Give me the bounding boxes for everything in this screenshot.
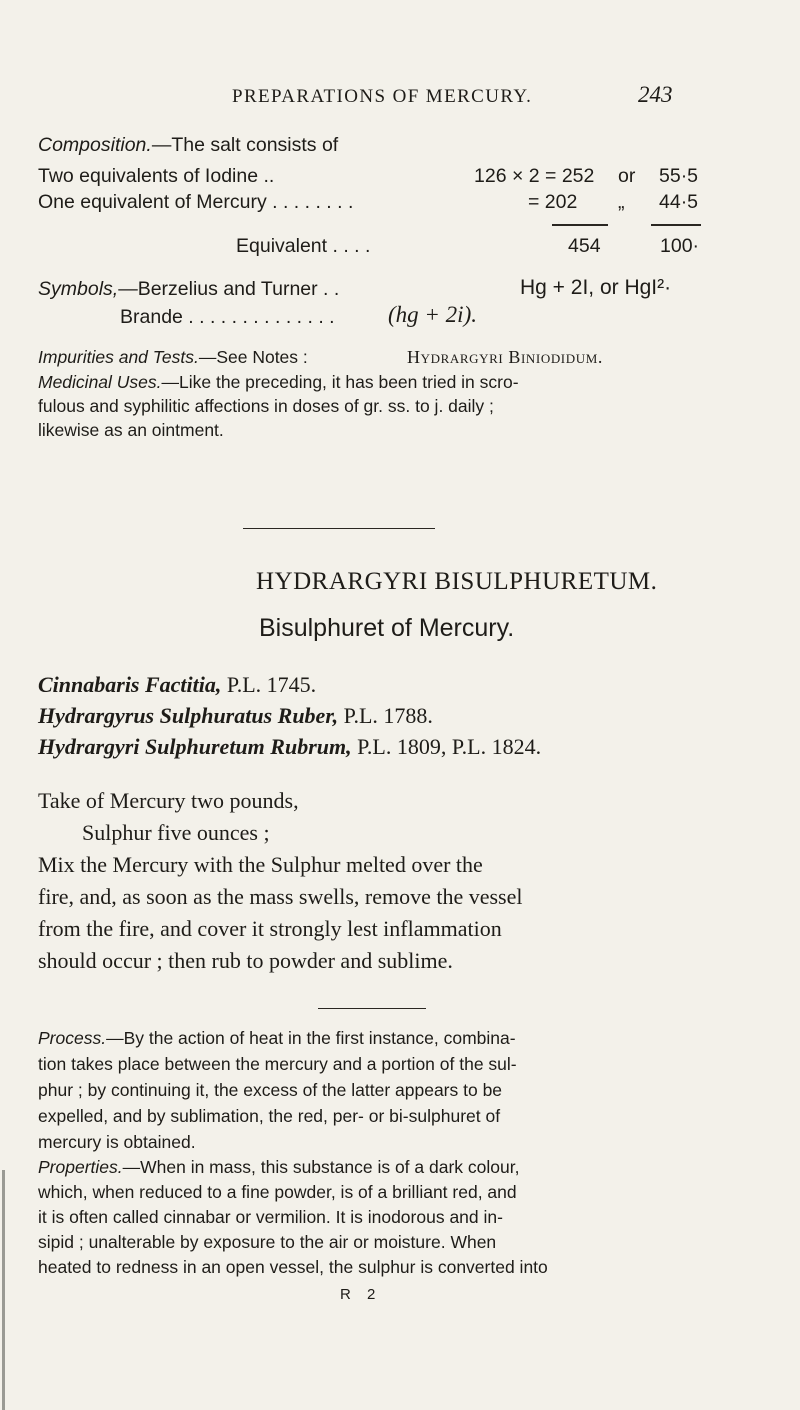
process-line-2: tion takes place between the mercury and a portion of the sul-	[38, 1054, 517, 1074]
symbols-berzelius: —Berzelius and Turner . .	[118, 278, 340, 300]
synonym-3: Hydrargyri Sulphuretum Rubrum, P.L. 1809, P.L. 1824.	[38, 734, 542, 759]
properties-line-1: Properties.—When in mass, this substance is of a dark colour,	[38, 1157, 520, 1177]
signature-mark: R 2	[340, 1286, 382, 1303]
impurities-text: —See Notes :	[198, 347, 308, 367]
symbols-line	[38, 278, 339, 301]
medicinal-label: Medicinal Uses.	[38, 372, 162, 392]
recipe-line-3: Mix the Mercury with the Sulphur melted over the	[38, 852, 483, 877]
properties-line-2: which, when reduced to a fine powder, is of a brilliant red, and	[38, 1182, 517, 1202]
symbols-formula-1: Hg + 2I, or HgI²·	[520, 276, 672, 299]
process-line-3: phur ; by continuing it, the excess of the latter appears to be	[38, 1080, 503, 1100]
running-head: PREPARATIONS OF MERCURY.	[232, 86, 533, 107]
recipe-line-2: Sulphur five ounces ;	[82, 820, 270, 845]
page-number: 243	[638, 82, 673, 107]
mercury-percent: 44·5	[659, 191, 699, 213]
properties-line-4: sipid ; unalterable by exposure to the air or moisture. When	[38, 1232, 497, 1252]
impurities-line	[38, 347, 308, 368]
recipe-line-4: fire, and, as soon as the mass swells, remove the vessel	[38, 884, 523, 909]
section-title: HYDRARGYRI BISULPHURETUM.	[256, 568, 658, 595]
properties-line-5: heated to redness in an open vessel, the sulphur is converted into	[38, 1257, 548, 1277]
recipe-line-1: Take of Mercury two pounds,	[38, 788, 299, 813]
iodine-or: or	[618, 165, 636, 187]
impurities-label: Impurities and Tests.	[38, 347, 199, 367]
sum-rule-left	[552, 224, 608, 226]
sum-rule-right	[651, 224, 701, 226]
properties-label: Properties.	[38, 1157, 123, 1177]
section-divider	[243, 528, 435, 529]
symbols-brande: Brande . . . . . . . . . . . . . .	[120, 306, 335, 328]
mercury-label: One equivalent of Mercury . . . . . . . .	[38, 191, 354, 213]
section-subtitle: Bisulphuret of Mercury.	[259, 614, 515, 642]
synonym-1: Cinnabaris Factitia, P.L. 1745.	[38, 672, 317, 697]
impurities-ref: Hydrargyri Biniodidum.	[407, 347, 603, 367]
iodine-calc: 126 × 2 = 252	[474, 165, 595, 187]
equivalent-label: Equivalent . . . .	[236, 235, 371, 257]
equivalent-value: 454	[568, 235, 601, 257]
process-line-5: mercury is obtained.	[38, 1132, 196, 1152]
recipe-line-6: should occur ; then rub to powder and sublime.	[38, 948, 453, 973]
symbols-label: Symbols,	[38, 278, 119, 300]
mercury-calc: = 202	[528, 191, 578, 213]
medicinal-line-2: fulous and syphilitic affections in doses of gr. ss. to j. daily ;	[38, 396, 494, 416]
equivalent-percent: 100·	[660, 235, 700, 257]
synonym-2: Hydrargyrus Sulphuratus Ruber, P.L. 1788.	[38, 703, 433, 728]
medicinal-line-1: Medicinal Uses.—Like the preceding, it has been tried in scro-	[38, 372, 519, 392]
recipe-line-5: from the fire, and cover it strongly lest inflammation	[38, 916, 502, 941]
composition-label: Composition.	[38, 134, 152, 156]
composition-intro	[38, 134, 338, 157]
process-label: Process.	[38, 1028, 107, 1048]
iodine-percent: 55·5	[659, 165, 699, 187]
properties-line-3: it is often called cinnabar or vermilion. It is inodorous and in-	[38, 1207, 503, 1227]
process-line-4: expelled, and by sublimation, the red, per- or bi-sulphuret of	[38, 1106, 501, 1126]
iodine-label: Two equivalents of Iodine ..	[38, 165, 275, 187]
medicinal-line-3: likewise as an ointment.	[38, 420, 224, 440]
process-line-1: Process.—By the action of heat in the first instance, combina-	[38, 1028, 516, 1048]
process-divider	[318, 1008, 426, 1009]
composition-intro-text: —The salt consists of	[151, 134, 339, 156]
page-edge-shadow	[2, 1170, 5, 1410]
mercury-ditto: „	[618, 191, 625, 213]
symbols-formula-2: (hg + 2i).	[388, 302, 477, 327]
